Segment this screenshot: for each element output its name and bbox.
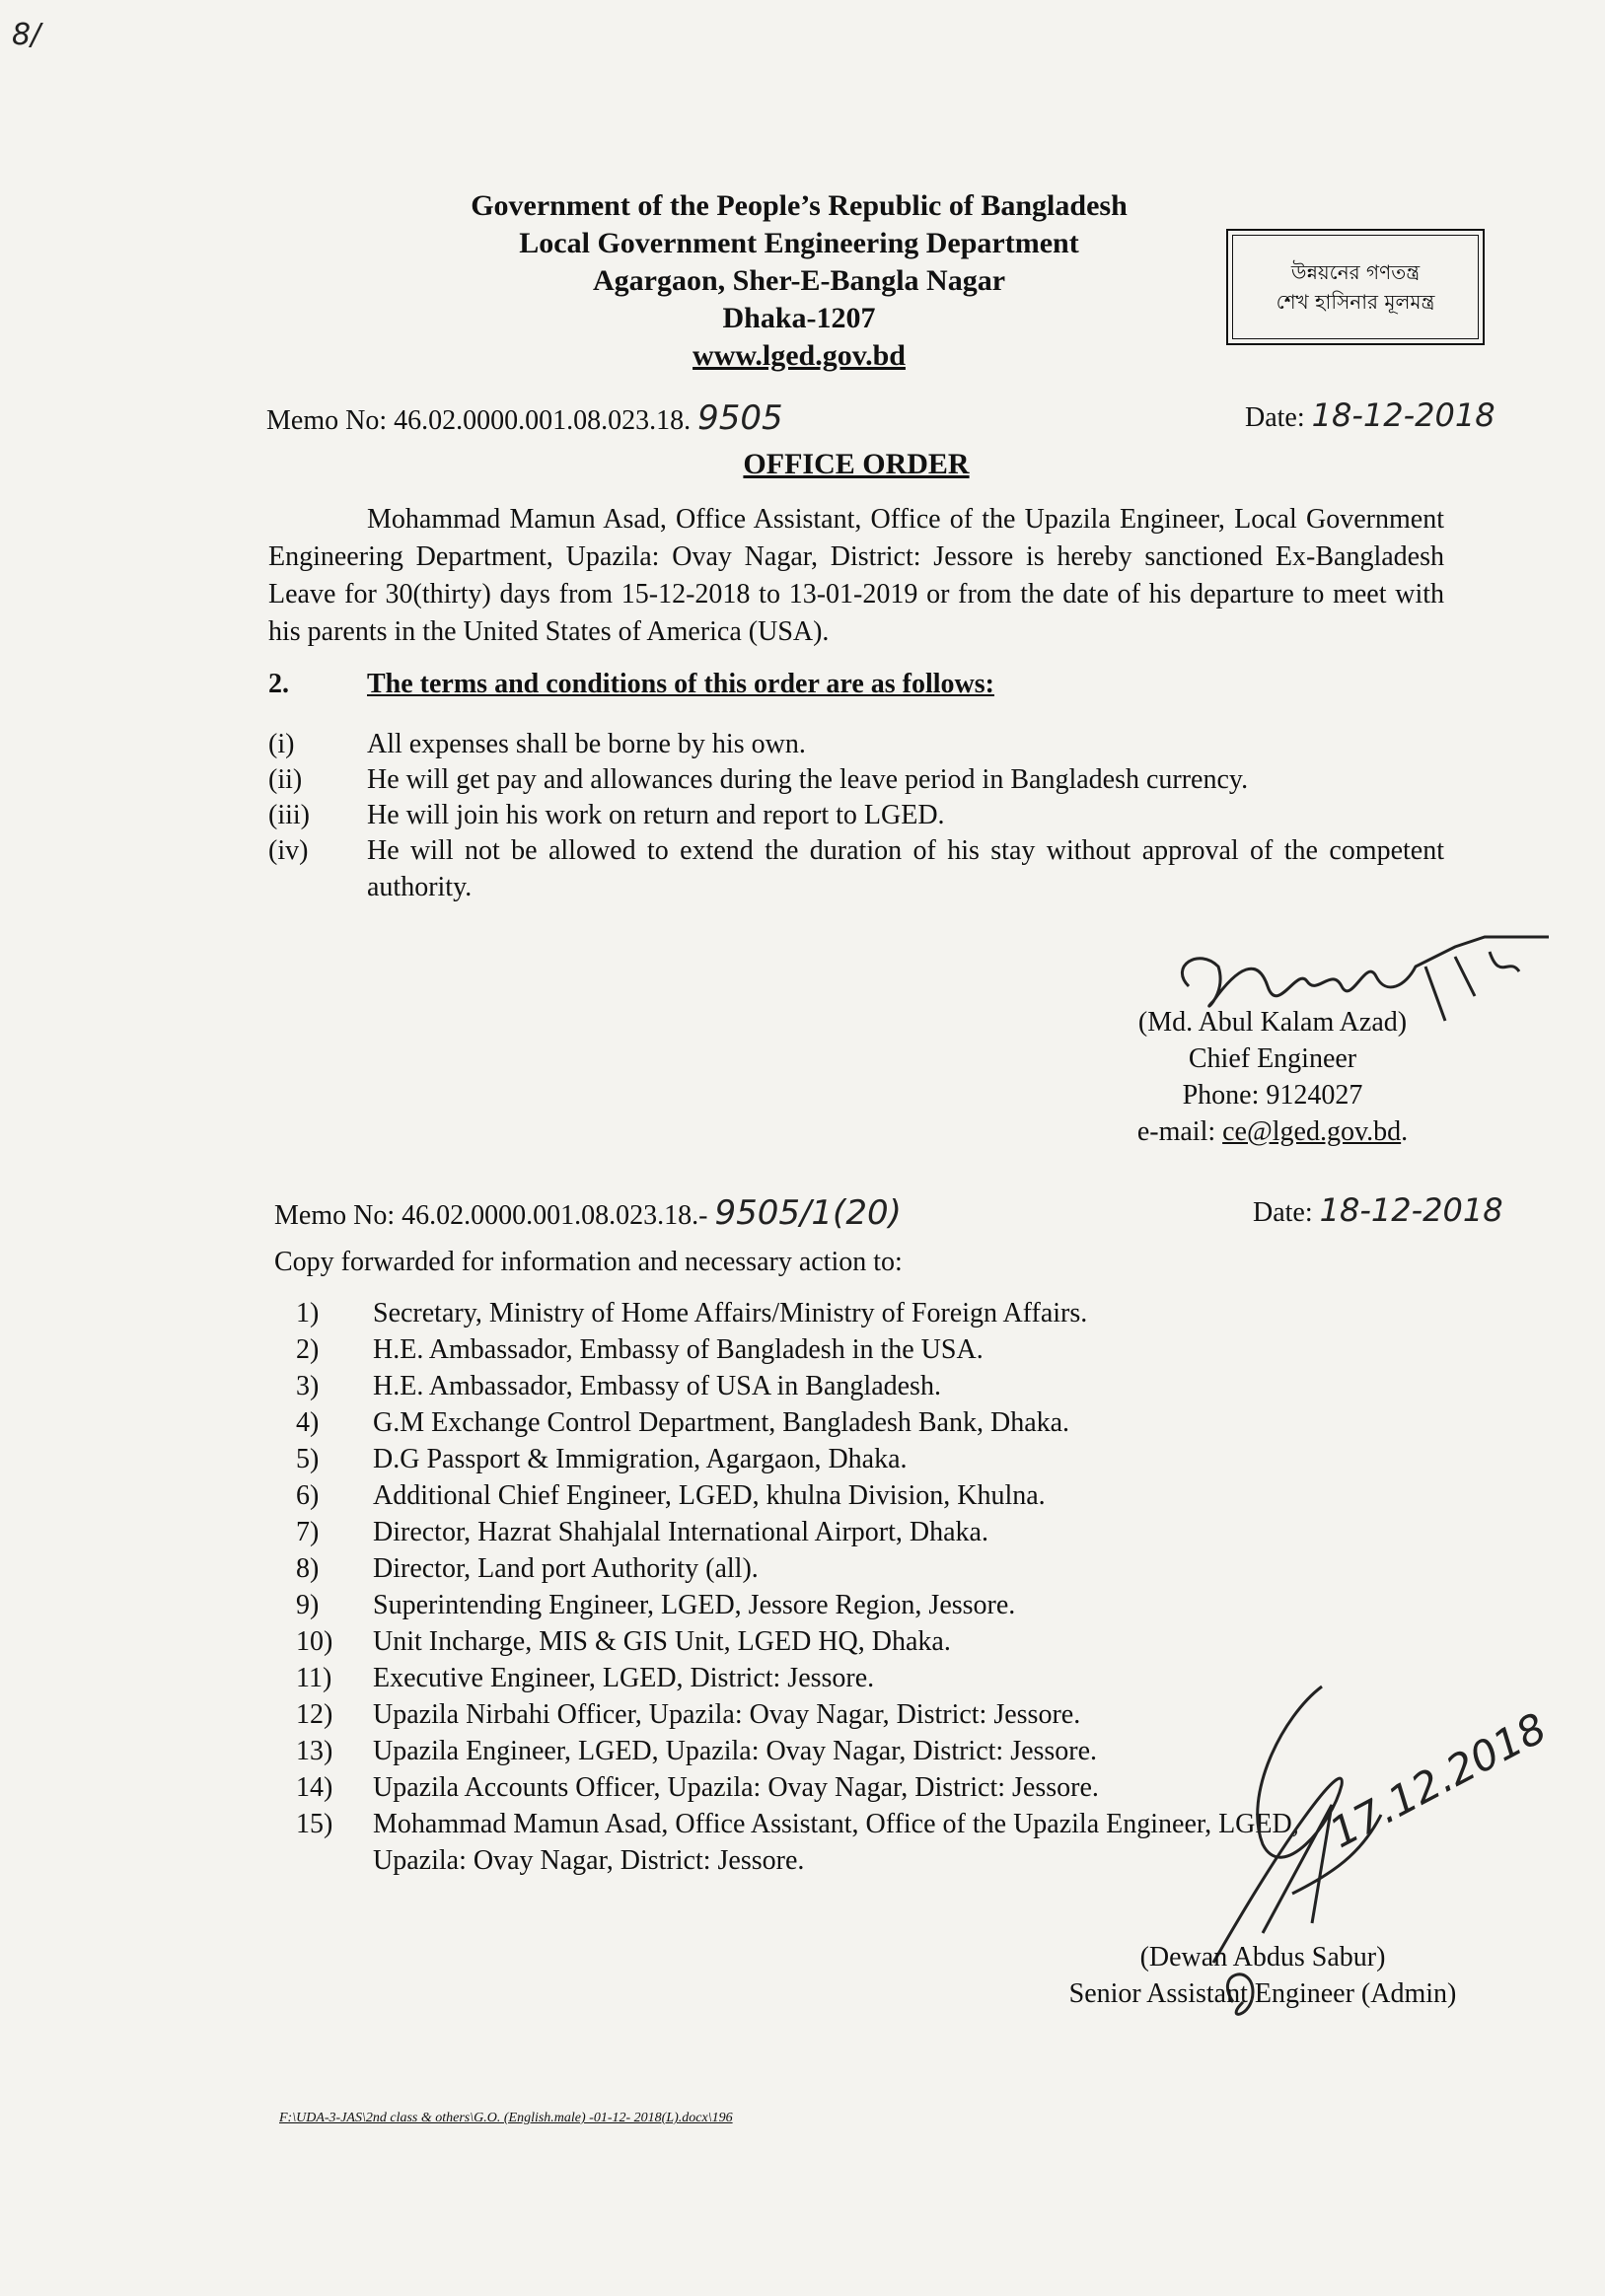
page-title: OFFICE ORDER xyxy=(743,448,970,480)
signatory-2 xyxy=(1036,1939,1490,2012)
list-text: D.G Passport & Immigration, Agargaon, Dhaka. xyxy=(373,1444,908,1474)
list-text: Upazila: Ovay Nagar, District: Jessore. xyxy=(373,1845,805,1876)
memo-2-date-label: Date: xyxy=(1253,1197,1313,1228)
list-item xyxy=(296,1368,941,1404)
memo-2-date xyxy=(1253,1191,1503,1229)
list-item xyxy=(296,1806,1299,1842)
signatory-1 xyxy=(1075,1004,1470,1150)
signatory-1-email-line xyxy=(1075,1113,1470,1150)
memo-1-date xyxy=(1245,396,1496,434)
list-text: H.E. Ambassador, Embassy of Bangladesh in the USA. xyxy=(373,1334,984,1365)
email-link[interactable]: ce@lged.gov.bd xyxy=(1222,1116,1402,1147)
signatory-1-designation: Chief Engineer xyxy=(1188,1043,1357,1074)
term-item xyxy=(268,726,1444,762)
memo-2-handwritten-number: 9505/1(20) xyxy=(714,1193,902,1233)
memo-2-date-value: 18-12-2018 xyxy=(1319,1191,1503,1229)
term-text: He will get pay and allowances during the leave period in Bangladesh currency. xyxy=(367,764,1249,795)
list-num: 15) xyxy=(296,1809,333,1839)
list-item xyxy=(296,1733,1097,1769)
header-city: Dhaka-1207 xyxy=(722,302,876,334)
term-item xyxy=(268,797,1444,833)
list-text: G.M Exchange Control Department, Bangladesh Bank, Dhaka. xyxy=(373,1407,1070,1438)
stamp-line-2: শেখ হাসিনার মূলমন্ত্র xyxy=(1276,290,1435,314)
list-text: Upazila Engineer, LGED, Upazila: Ovay Nagar, District: Jessore. xyxy=(373,1736,1098,1766)
term-item xyxy=(268,832,1444,905)
list-num: 3) xyxy=(296,1371,320,1401)
list-item xyxy=(296,1477,1046,1514)
body-paragraph: Mohammad Mamun Asad, Office Assistant, Office of the Upazila Engineer, Local Government Engineering Department, Upazila: Ovay Nagar, District: Jessore is hereby sanctioned Ex-Bangladesh Leave for 30(thirty) days from 15-12-2018 to 13-01-2019 or from the date of his departure to meet with his parents in the United States of America (USA). xyxy=(268,504,1444,647)
memo-1-date-value: 18-12-2018 xyxy=(1311,396,1496,434)
corner-handwritten-mark: 8/ xyxy=(12,18,41,52)
list-text: Secretary, Ministry of Home Affairs/Ministry of Foreign Affairs. xyxy=(373,1298,1088,1328)
signatory-2-designation: Senior Assistant Engineer (Admin) xyxy=(1068,1978,1457,2009)
list-item xyxy=(296,1623,951,1660)
list-item xyxy=(296,1696,1080,1733)
term-num: (iv) xyxy=(268,835,309,866)
list-num: 1) xyxy=(296,1298,320,1328)
list-text: Director, Hazrat Shahjalal International Airport, Dhaka. xyxy=(373,1517,988,1547)
list-num: 7) xyxy=(296,1517,320,1547)
list-item xyxy=(296,1331,984,1368)
terms-number: 2. xyxy=(268,669,289,699)
signatory-1-name: (Md. Abul Kalam Azad) xyxy=(1137,1007,1408,1038)
term-text: He will join his work on return and report to LGED. xyxy=(367,800,945,830)
list-num: 4) xyxy=(296,1407,320,1438)
list-item xyxy=(296,1404,1069,1441)
list-num: 10) xyxy=(296,1626,333,1657)
list-num: 8) xyxy=(296,1553,320,1584)
memo-1-handwritten-number: 9505 xyxy=(697,398,783,438)
list-text: Superintending Engineer, LGED, Jessore Region, Jessore. xyxy=(373,1590,1016,1620)
list-text: Mohammad Mamun Asad, Office Assistant, Office of the Upazila Engineer, LGED, xyxy=(373,1809,1299,1839)
term-item xyxy=(268,761,1444,798)
memo-number-2 xyxy=(274,1193,902,1233)
list-text: H.E. Ambassador, Embassy of USA in Bangladesh. xyxy=(373,1371,941,1401)
signatory-1-phone: Phone: 9124027 xyxy=(1182,1080,1363,1111)
term-text: He will not be allowed to extend the duration of his stay without approval of the competent authority. xyxy=(367,835,1444,902)
list-text: Executive Engineer, LGED, District: Jessore. xyxy=(373,1663,875,1693)
copy-intro: Copy forwarded for information and necessary action to: xyxy=(274,1247,903,1277)
header-department: Local Government Engineering Department xyxy=(519,227,1079,259)
term-num: (iii) xyxy=(268,800,310,830)
term-num: (ii) xyxy=(268,764,303,795)
header-website-link[interactable]: www.lged.gov.bd xyxy=(693,339,906,372)
memo-1-date-label: Date: xyxy=(1245,402,1305,433)
list-item xyxy=(296,1514,988,1550)
signatory-2-handwritten-date: 17.12.2018 xyxy=(1322,1703,1555,1858)
memo-number-1 xyxy=(266,398,783,438)
list-num: 2) xyxy=(296,1334,320,1365)
list-text: Director, Land port Authority (all). xyxy=(373,1553,759,1584)
list-item xyxy=(296,1660,874,1696)
stamp-line-1: উন্নয়নের গণতন্ত্র xyxy=(1290,260,1421,284)
list-text: Upazila Nirbahi Officer, Upazila: Ovay Nagar, District: Jessore. xyxy=(373,1699,1081,1730)
list-item xyxy=(296,1441,908,1477)
list-num: 14) xyxy=(296,1772,333,1803)
list-num: 13) xyxy=(296,1736,333,1766)
terms-heading: The terms and conditions of this order are as follows: xyxy=(367,669,994,699)
list-num: 12) xyxy=(296,1699,333,1730)
memo-2-label: Memo No: 46.02.0000.001.08.023.18.- xyxy=(274,1200,708,1231)
list-item xyxy=(296,1295,1087,1331)
list-item-continuation xyxy=(296,1842,804,1879)
list-num: 11) xyxy=(296,1663,332,1693)
slogan-stamp xyxy=(1226,229,1485,345)
header-address: Agargaon, Sher-E-Bangla Nagar xyxy=(592,264,1006,297)
memo-1-label: Memo No: 46.02.0000.001.08.023.18. xyxy=(266,405,692,436)
footer-file-path: F:\UDA-3-JAS\2nd class & others\G.O. (English.male) -01-12- 2018(L).docx\196 xyxy=(279,2111,733,2125)
list-item xyxy=(296,1769,1099,1806)
list-num: 9) xyxy=(296,1590,320,1620)
email-label: e-mail: xyxy=(1136,1116,1223,1147)
list-text: Upazila Accounts Officer, Upazila: Ovay Nagar, District: Jessore. xyxy=(373,1772,1099,1803)
list-item xyxy=(296,1550,759,1587)
list-text: Unit Incharge, MIS & GIS Unit, LGED HQ, Dhaka. xyxy=(373,1626,951,1657)
email-suffix: . xyxy=(1401,1116,1409,1147)
term-num: (i) xyxy=(268,729,295,759)
list-item xyxy=(296,1587,1015,1623)
header-government: Government of the People’s Republic of Bangladesh xyxy=(471,189,1128,222)
list-num: 6) xyxy=(296,1480,320,1511)
term-text: All expenses shall be borne by his own. xyxy=(367,729,806,759)
list-text: Additional Chief Engineer, LGED, khulna Division, Khulna. xyxy=(373,1480,1046,1511)
list-num: 5) xyxy=(296,1444,320,1474)
signatory-2-name: (Dewan Abdus Sabur) xyxy=(1139,1942,1386,1973)
